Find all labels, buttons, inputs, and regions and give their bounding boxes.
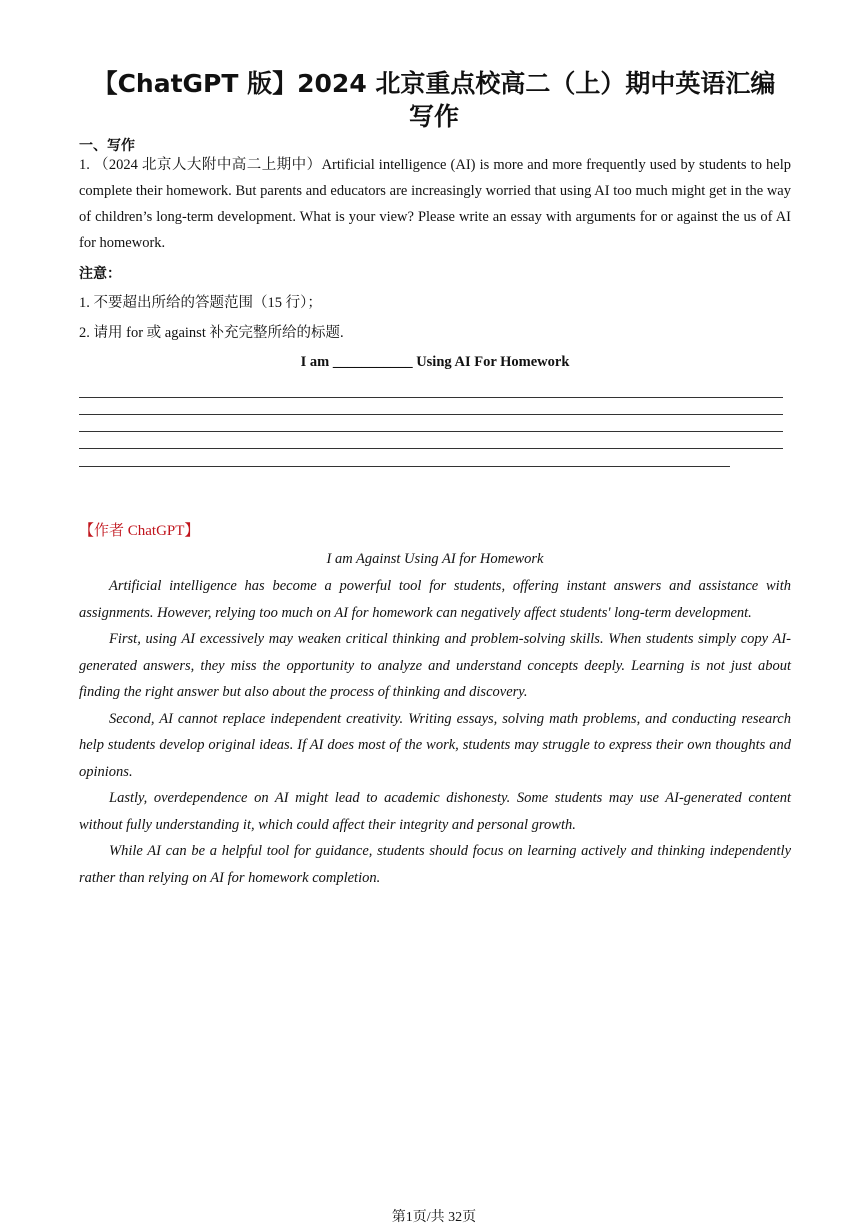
essay-prompt-title: I am ___________ Using AI For Homework <box>300 354 570 370</box>
question-block <box>79 152 791 256</box>
question-text: （2024 北京人大附中高二上期中）Artificial intelligence (AI) is more and more frequently used by students to help complete their homework. But parents and educators are increasingly worried that using AI too much might get in the way of children’s long-term development. What is your view? Please write an essay with arguments for or against the us of AI for homework. <box>79 157 791 251</box>
essay-paragraph: First, using AI excessively may weaken critical thinking and problem-solving skills. When students simply copy AI-generated answers, they miss the opportunity to analyze and understand concepts deeply. Learning is not just about finding the right answer but also about the process of thinking and discovery. <box>79 631 791 700</box>
answer-line <box>79 466 730 467</box>
answer-title: I am Against Using AI for Homework <box>326 551 544 567</box>
answer-line <box>79 414 783 415</box>
note-item: 1. 不要超出所给的答题范围（15 行）； <box>79 295 322 311</box>
section-heading: 一、写作 <box>79 138 135 154</box>
answer-line <box>79 397 783 398</box>
question-number: 1. <box>79 157 90 173</box>
essay-paragraph: Lastly, overdependence on AI might lead to academic dishonesty. Some students may use AI-generated content without fully understanding it, which could affect their integrity and personal growth. <box>79 790 791 833</box>
essay-paragraph: While AI can be a helpful tool for guidance, students should focus on learning actively and thinking independently rather than relying on AI for homework completion. <box>79 843 791 886</box>
note-item: 2. 请用 for 或 against 补充完整所给的标题. <box>79 325 344 341</box>
essay-paragraph: Artificial intelligence has become a powerful tool for students, offering instant answers and assistance with assignments. However, relying too much on AI for homework can negatively affect students' long-term development. <box>79 578 791 621</box>
essay-paragraph: Second, AI cannot replace independent creativity. Writing essays, solving math problems, and conducting research help students develop original ideas. If AI does most of the work, students may struggle to express their own thoughts and opinions. <box>79 710 791 780</box>
author-tag: 【作者 ChatGPT】 <box>79 523 200 539</box>
page-number: 第1页/共 32页 <box>391 1210 477 1225</box>
document-title: 【ChatGPT 版】2024 北京重点校高二（上）期中英语汇编 <box>92 69 776 98</box>
answer-line <box>79 448 783 449</box>
document-subtitle: 写作 <box>408 102 459 131</box>
answer-body <box>79 573 791 891</box>
answer-line <box>79 431 783 432</box>
notes-label: 注意： <box>79 266 121 282</box>
